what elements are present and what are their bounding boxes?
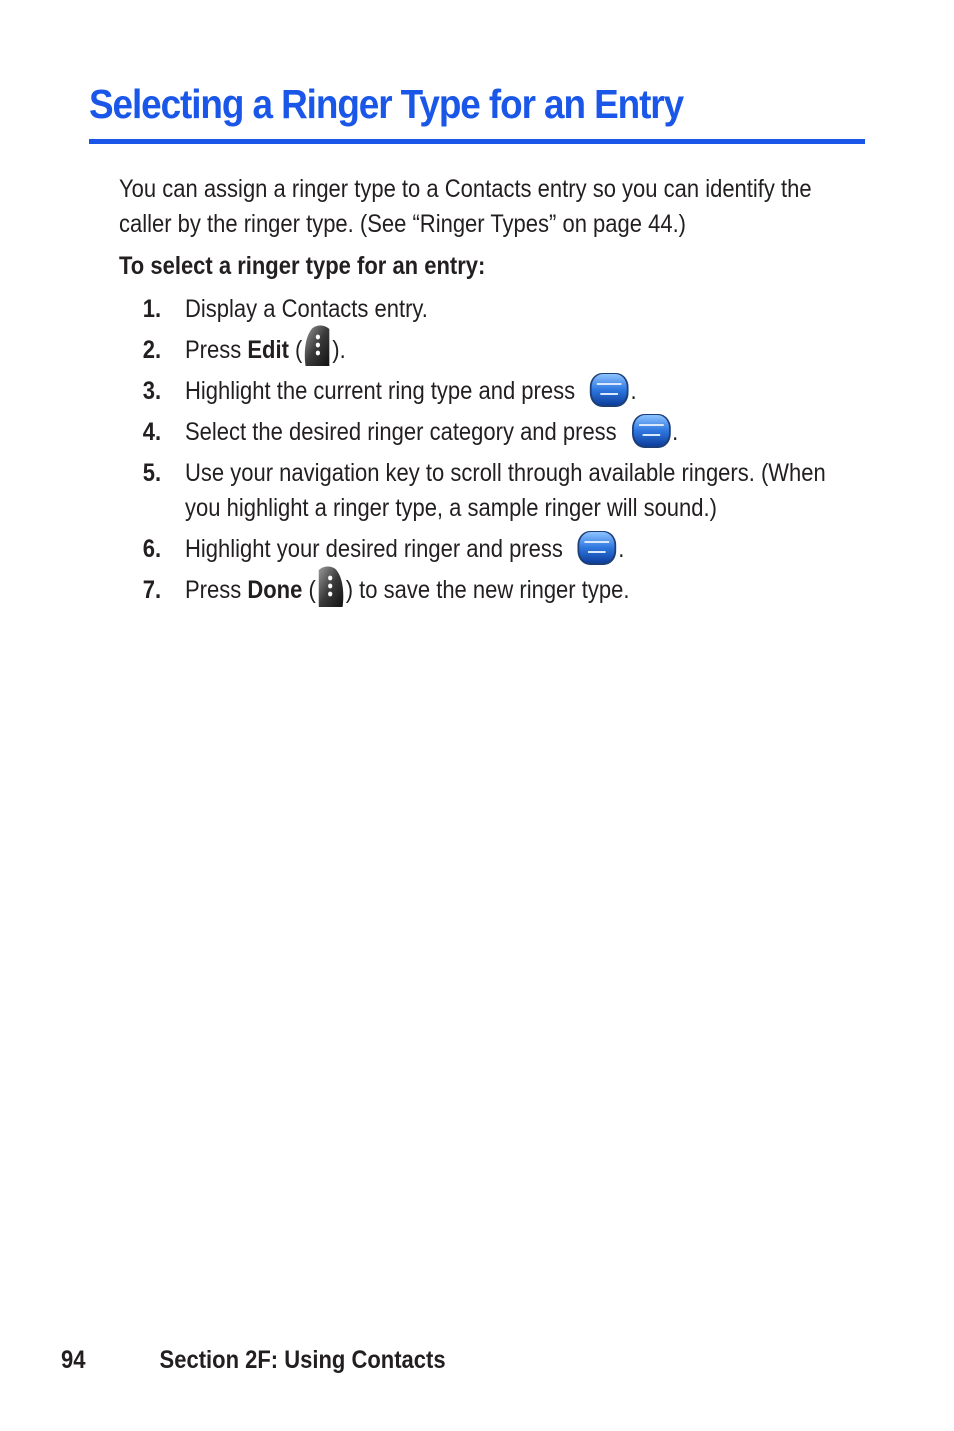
step-text: Press (185, 336, 248, 364)
step-item-5 (119, 456, 867, 526)
done-key-label: Done (247, 576, 303, 605)
softkey-icon (302, 324, 332, 368)
step-text: Press (185, 576, 248, 605)
page-number: 94 (61, 1346, 86, 1374)
step-number: 7. (142, 576, 162, 605)
step-number: 1. (142, 295, 162, 323)
step-list (119, 292, 867, 609)
step-text: ). (332, 336, 346, 364)
step-text: ( (302, 576, 316, 605)
step-item-3 (119, 374, 867, 409)
step-item-1 (119, 292, 867, 327)
menu-ok-icon (576, 529, 618, 567)
step-text: . (630, 377, 637, 406)
step-item-7 (119, 573, 867, 608)
step-item-2 (119, 333, 867, 368)
step-text: . (672, 418, 679, 447)
step-number: 4. (142, 418, 162, 447)
step-item-4 (119, 415, 867, 450)
step-text: Use your navigation key to scroll through available ringers. (When you highlight a ringer type, a sample ringer will sound.) (185, 459, 826, 523)
section-title: Section 2F: Using Contacts (159, 1346, 446, 1374)
page-footer (61, 1343, 446, 1377)
step-number: 3. (142, 377, 162, 406)
step-text: Select the desired ringer category and press (185, 418, 623, 447)
step-number: 6. (142, 535, 162, 564)
menu-ok-icon (588, 371, 630, 409)
softkey-icon (316, 565, 346, 609)
step-text: ) to save the new ringer type. (345, 576, 630, 605)
step-text: Highlight the current ring type and press (185, 377, 582, 406)
menu-ok-icon (630, 412, 672, 450)
step-text: ( (288, 336, 303, 364)
step-item-6 (119, 532, 867, 567)
step-text: . (618, 535, 625, 564)
step-number: 5. (142, 459, 162, 488)
intro-paragraph: You can assign a ringer type to a Contacts entry so you can identify the caller by the ringer type. (See “Ringer Types” on page 44.) (119, 175, 812, 238)
title-rule (89, 139, 865, 144)
step-text: Display a Contacts entry. (185, 295, 428, 323)
page-title: Selecting a Ringer Type for an Entry (89, 81, 684, 127)
step-number: 2. (142, 336, 162, 364)
edit-key-label: Edit (247, 336, 289, 364)
procedure-lead-in: To select a ringer type for an entry: (119, 252, 486, 280)
step-text: Highlight your desired ringer and press (185, 535, 569, 564)
body-content (119, 172, 867, 615)
